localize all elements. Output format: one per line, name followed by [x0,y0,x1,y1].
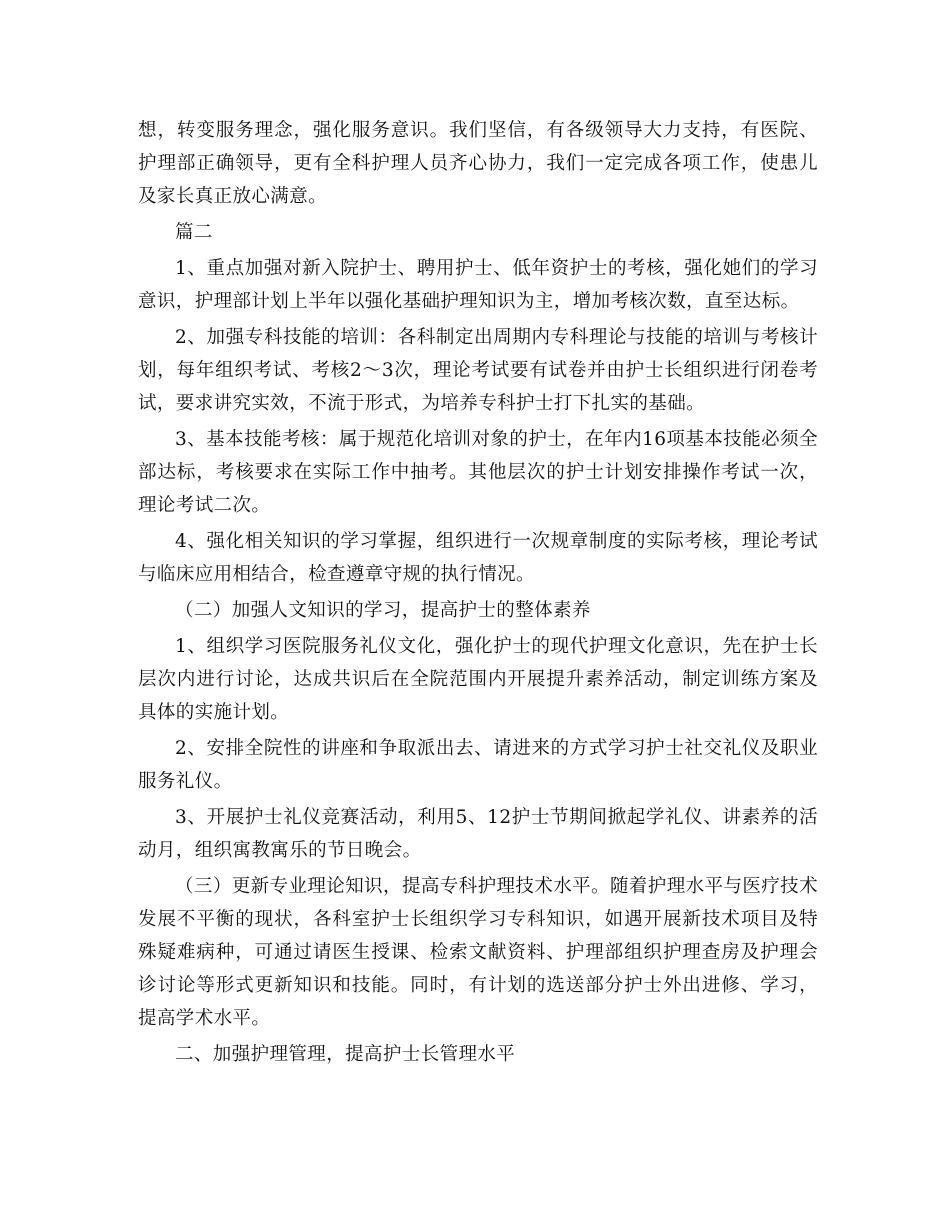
list-item-1: 1、组织学习医院服务礼仪文化，强化护士的现代护理文化意识，先在护士长层次内进行讨论，达成共识后在全院范围内开展提升素养活动，制定训练方案及具体的实施计划。 [138,636,818,723]
section-heading-2: 二、加强护理管理，提高护士长管理水平 [175,1044,516,1065]
paragraph-continuation: 想，转变服务理念，强化服务意识。我们坚信，有各级领导大力支持，有医院、护理部正确领导，更有全科护理人员齐心协力，我们一定完成各项工作，使患儿及家长真正放心满意。 [138,120,818,207]
list-item-2: 2、安排全院性的讲座和争取派出去、请进来的方式学习护士社交礼仪及职业服务礼仪。 [138,738,818,792]
list-item-4: 4、强化相关知识的学习掌握，组织进行一次规章制度的实际考核，理论考试与临床应用相结合，检查遵章守规的执行情况。 [138,531,818,585]
list-item-2: 2、加强专科技能的培训：各科制定出周期内专科理论与技能的培训与考核计划，每年组织考试、考核2～3次，理论考试要有试卷并由护士长组织进行闭卷考试，要求讲究实效，不流于形式，为培养专科护士打下扎实的基础。 [138,327,818,414]
subsection-heading-2: （二）加强人文知识的学习，提高护士的整体素养 [175,600,591,621]
subsection-paragraph-3: （三）更新专业理论知识，提高专科护理技术水平。随着护理水平与医疗技术发展不平衡的现状，各科室护士长组织学习专科知识，如遇开展新技术项目及特殊疑难病种，可通过请医生授课、检索文献资料、护理部组织护理查房及护理会诊讨论等形式更新知识和技能。同时，有计划的选送部分护士外出进修、学习，提高学术水平。 [138,876,818,1029]
list-item-1: 1、重点加强对新入院护士、聘用护士、低年资护士的考核，强化她们的学习意识，护理部计划上半年以强化基础护理知识为主，增加考核次数，直至达标。 [138,258,818,312]
list-item-3: 3、基本技能考核：属于规范化培训对象的护士，在年内16项基本技能必须全部达标，考核要求在实际工作中抽考。其他层次的护士计划安排操作考试一次，理论考试二次。 [138,429,818,516]
list-item-3: 3、开展护士礼仪竞赛活动，利用5、12护士节期间掀起学礼仪、讲素养的活动月，组织寓教寓乐的节日晚会。 [138,807,818,861]
document-body [138,114,818,1074]
section-heading-part-two: 篇二 [175,222,213,243]
